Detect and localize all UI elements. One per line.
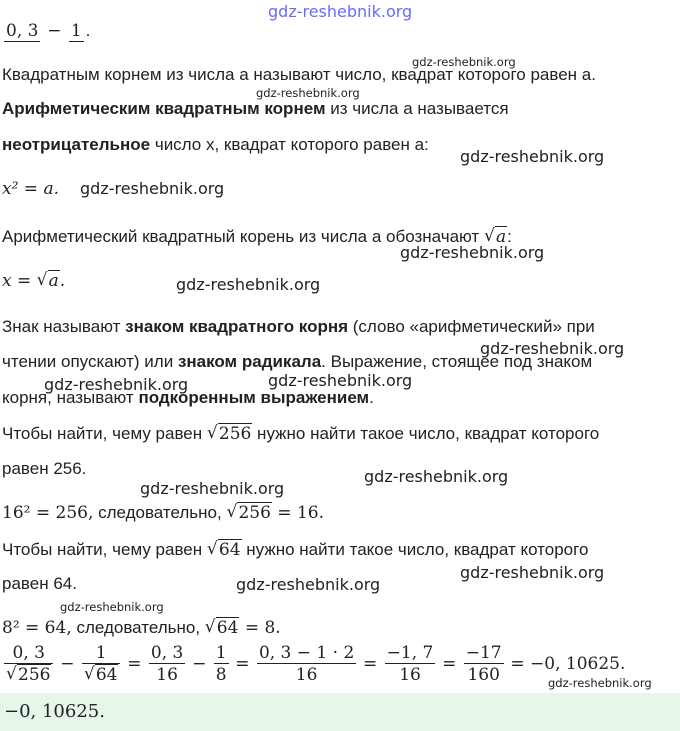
watermark: gdz-reshebnik.org bbox=[400, 243, 545, 262]
p10-b: нужно найти такое число, квадрат которого bbox=[241, 540, 589, 559]
paragraph-4-text: Арифметический квадратный корень из числа a обозначают bbox=[2, 227, 480, 246]
calc-f3-den: 16 bbox=[156, 665, 178, 685]
paragraph-3 bbox=[2, 134, 429, 156]
paragraph-10 bbox=[2, 539, 588, 561]
f4-c: = 8. bbox=[239, 618, 281, 638]
formula-x2: x² = a. bbox=[2, 179, 59, 199]
paragraph-9: равен 256. bbox=[2, 459, 87, 478]
paragraph-7 bbox=[2, 387, 374, 409]
f4-b: следовательно, bbox=[71, 618, 205, 637]
watermark: gdz-reshebnik.org bbox=[268, 371, 413, 390]
p7-a: корня, называют bbox=[2, 388, 139, 407]
top-expression: 0, 3 − 1 . bbox=[6, 21, 91, 42]
calc-f5-num: 0, 3 − 1 · 2 bbox=[258, 643, 355, 663]
calc-f2-den: 64 bbox=[95, 665, 118, 685]
calc-f1-num: 0, 3 bbox=[4, 643, 53, 664]
watermark: gdz-reshebnik.org bbox=[236, 575, 381, 594]
p8-a: Чтобы найти, чему равен bbox=[2, 424, 203, 443]
term-radicand: подкоренным выражением bbox=[138, 388, 370, 407]
term-nonnegative: неотрицательное bbox=[2, 135, 151, 154]
formula-8 bbox=[2, 617, 281, 639]
top-frac-num: 0, 3 bbox=[6, 21, 39, 42]
calc-f2-num: 1 bbox=[82, 643, 121, 664]
p5-a: Знак называют bbox=[2, 317, 126, 336]
paragraph-6 bbox=[2, 351, 592, 373]
formula-x-lhs: x = bbox=[2, 271, 32, 291]
sqrt-a: a bbox=[495, 227, 507, 247]
paragraph-8 bbox=[2, 423, 599, 445]
watermark: gdz-reshebnik.org bbox=[44, 375, 189, 394]
term-radical: знаком радикала bbox=[177, 352, 322, 371]
watermark: gdz-reshebnik.org bbox=[140, 479, 285, 498]
watermark: gdz-reshebnik.org bbox=[548, 676, 652, 690]
watermark: gdz-reshebnik.org bbox=[412, 55, 516, 69]
calc-f4-den: 8 bbox=[215, 665, 227, 685]
term-arith-root: Арифметическим квадратным корнем bbox=[2, 99, 326, 118]
top-frac-tail: . bbox=[85, 21, 91, 40]
f3-c: = 16. bbox=[271, 503, 324, 523]
formula-16 bbox=[2, 502, 324, 524]
p10-a: Чтобы найти, чему равен bbox=[2, 540, 203, 559]
watermark: gdz-reshebnik.org bbox=[460, 147, 605, 166]
calc-f1-den: 256 bbox=[18, 665, 51, 685]
watermark: gdz-reshebnik.org bbox=[256, 86, 360, 100]
answer-value: −0, 10625. bbox=[4, 701, 105, 722]
calc-f7-num: −17 bbox=[465, 643, 502, 663]
answer-box bbox=[0, 693, 680, 731]
sqrt-256-2: 256 bbox=[238, 503, 271, 523]
watermark: gdz-reshebnik.org bbox=[80, 179, 225, 198]
sqrt-256: 256 bbox=[218, 424, 252, 444]
watermark: gdz-reshebnik.org bbox=[460, 563, 605, 582]
calc-f4-num: 1 bbox=[215, 643, 227, 663]
f3-a: 16² = 256, bbox=[2, 503, 94, 523]
paragraph-2-rest: из числа a называется bbox=[325, 99, 509, 118]
p7-c: . bbox=[369, 388, 374, 407]
top-frac2-num: 1 bbox=[70, 21, 82, 42]
p8-b: нужно найти такое число, квадрат которого bbox=[252, 424, 600, 443]
sqrt-64-2: 64 bbox=[216, 618, 239, 638]
watermark: gdz-reshebnik.org bbox=[60, 600, 164, 614]
p6-a: чтении опускают) или bbox=[2, 352, 178, 371]
p6-c: . Выражение, стоящее под знаком bbox=[321, 352, 593, 371]
watermark: gdz-reshebnik.org bbox=[364, 467, 509, 486]
f3-b: следовательно, bbox=[93, 503, 227, 522]
paragraph-1: Квадратным корнем из числа a называют число, квадрат которого равен a. bbox=[2, 65, 596, 84]
calc-f7-den: 160 bbox=[467, 665, 500, 685]
paragraph-2 bbox=[2, 98, 509, 120]
paragraph-3-rest: число x, квадрат которого равен a: bbox=[150, 135, 429, 154]
calc-result: = −0, 10625. bbox=[510, 653, 626, 674]
calc-f3-num: 0, 3 bbox=[150, 643, 184, 663]
paragraph-5 bbox=[2, 316, 595, 338]
calc-f6-num: −1, 7 bbox=[386, 643, 434, 663]
calculation: 0, 3 √ 256 − 1 √ 64 = $\frac{0, 3}{16}$ − $\frac{1}{8}$ = $\frac{0, 3 - 1 \cdot 2}{16}$ = $\frac{-1, 7}{16}$ = $\frac{-17}{160}$ = −0, 10625. bbox=[2, 643, 625, 686]
sqrt-64: 64 bbox=[218, 540, 241, 560]
paragraph-11: равен 64. bbox=[2, 574, 77, 593]
calc-f5-den: 16 bbox=[295, 665, 318, 685]
f4-a: 8² = 64, bbox=[2, 618, 72, 638]
watermark: gdz-reshebnik.org bbox=[480, 339, 625, 358]
term-sqrt-sign: знаком квадратного корня bbox=[125, 317, 349, 336]
watermark-top: gdz-reshebnik.org bbox=[268, 2, 413, 21]
calc-f6-den: 16 bbox=[399, 665, 421, 685]
watermark: gdz-reshebnik.org bbox=[176, 275, 321, 294]
p5-c: (слово «арифметический» при bbox=[348, 317, 595, 336]
formula-x-sqrt bbox=[2, 270, 65, 292]
sqrt-a-2: a bbox=[48, 271, 59, 291]
formula-x-tail: . bbox=[59, 271, 66, 291]
paragraph-4-tail: : bbox=[507, 227, 512, 246]
